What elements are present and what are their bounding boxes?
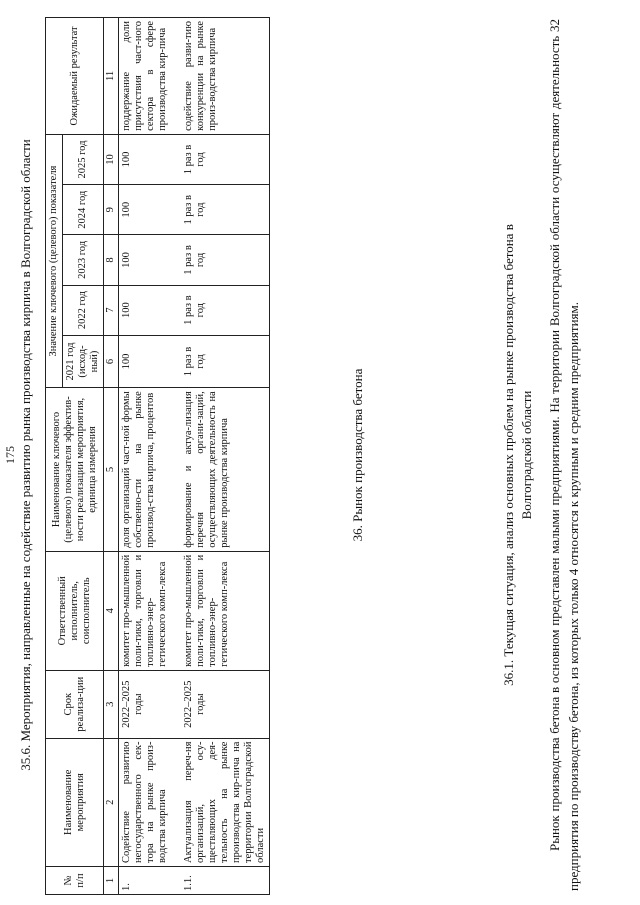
row-value-2023: 1 раз в год	[181, 235, 270, 285]
row-indicator: формирование и актуа-лизация перечня органи-заций, осуществляющих деятельность на рынке производства кирпича	[181, 388, 270, 551]
col-num: 10	[104, 134, 119, 184]
row-value-2024: 100	[119, 185, 182, 235]
col-num: 1	[104, 866, 119, 894]
row-name: Актуализация переч-ня организаций, осу-ществляющих дея-тельность на рынке производства кир-пича на территории Волгоградской области	[181, 738, 270, 866]
col-num: 3	[104, 670, 119, 738]
row-result: поддержание доли присутствия част-ного сектора в сфере производства кир-пича	[119, 18, 182, 135]
row-term: 2022–2025 годы	[181, 670, 270, 738]
table-row	[181, 18, 270, 895]
col-num: 2	[104, 738, 119, 866]
body-paragraph: Рынок производства бетона в основном представлен малыми предприятиями. На территории Волгоградской области осуществляют деятельность 32 предприятия по производству бетона, из которых только 4 относятся к крупным и средним предприятиям.	[547, 19, 581, 891]
row-no: 1.1.	[181, 866, 270, 894]
row-value-2021: 1 раз в год	[181, 335, 270, 388]
page-number: 175	[3, 446, 17, 464]
header-year-2021: 2021 год (исход-ный)	[63, 335, 104, 388]
col-num: 11	[104, 18, 119, 135]
header-result: Ожидаемый результат	[46, 18, 104, 135]
row-result: содействие разви-тию конкуренции на рынке произ-водства кирпича	[181, 18, 270, 135]
header-term: Срок реализа-ции	[46, 670, 104, 738]
header-year-2022: 2022 год	[63, 285, 104, 335]
header-year-2023: 2023 год	[63, 235, 104, 285]
table-title: 35.6. Мероприятия, направленные на содействие развитию рынка производства кирпича в Волгоградской области	[18, 139, 33, 771]
section-title: 36. Рынок производства бетона	[350, 368, 365, 542]
col-num: 5	[104, 388, 119, 551]
row-responsible: комитет про-мышленной поли-тики, торговли и топливно-энер-гетического комп-лекса	[119, 551, 182, 670]
header-year-2025: 2025 год	[63, 134, 104, 184]
row-value-2022: 100	[119, 285, 182, 335]
col-num: 9	[104, 185, 119, 235]
table-row	[119, 18, 182, 895]
header-no: № п/п	[46, 866, 104, 894]
header-name: Наименование мероприятия	[46, 738, 104, 866]
row-value-2025: 1 раз в год	[181, 134, 270, 184]
header-year-2024: 2024 год	[63, 185, 104, 235]
row-value-2021: 100	[119, 335, 182, 388]
row-indicator: доля организаций част-ной формы собственно-сти на рынке производ-ства кирпича, процентов	[119, 388, 182, 551]
header-indicator: Наименование ключевого (целевого) показателя эффектив-ности реализации мероприятия, единица измерения	[46, 388, 104, 551]
row-value-2025: 100	[119, 134, 182, 184]
measures-table	[45, 17, 270, 895]
row-name: Содействие развитию негосударственного сек-тора на рынке произ-водства кирпича	[119, 738, 182, 866]
col-num: 7	[104, 285, 119, 335]
row-no: 1.	[119, 866, 182, 894]
col-num: 6	[104, 335, 119, 388]
row-responsible: комитет про-мышленной поли-тики, торговли и топливно-энер-гетического комп-лекса	[181, 551, 270, 670]
col-num: 8	[104, 235, 119, 285]
row-value-2022: 1 раз в год	[181, 285, 270, 335]
header-responsible: Ответственный исполнитель, соисполнитель	[46, 551, 104, 670]
subsection-title: 36.1. Текущая ситуация, анализ основных проблем на рынке производства бетона в Волгоградской области	[501, 224, 534, 686]
header-row-1	[46, 18, 63, 895]
col-num: 4	[104, 551, 119, 670]
row-term: 2022–2025 годы	[119, 670, 182, 738]
header-values-group: Значение ключевого (целевого) показателя	[46, 134, 63, 387]
row-value-2024: 1 раз в год	[181, 185, 270, 235]
column-number-row	[104, 18, 119, 895]
row-value-2023: 100	[119, 235, 182, 285]
